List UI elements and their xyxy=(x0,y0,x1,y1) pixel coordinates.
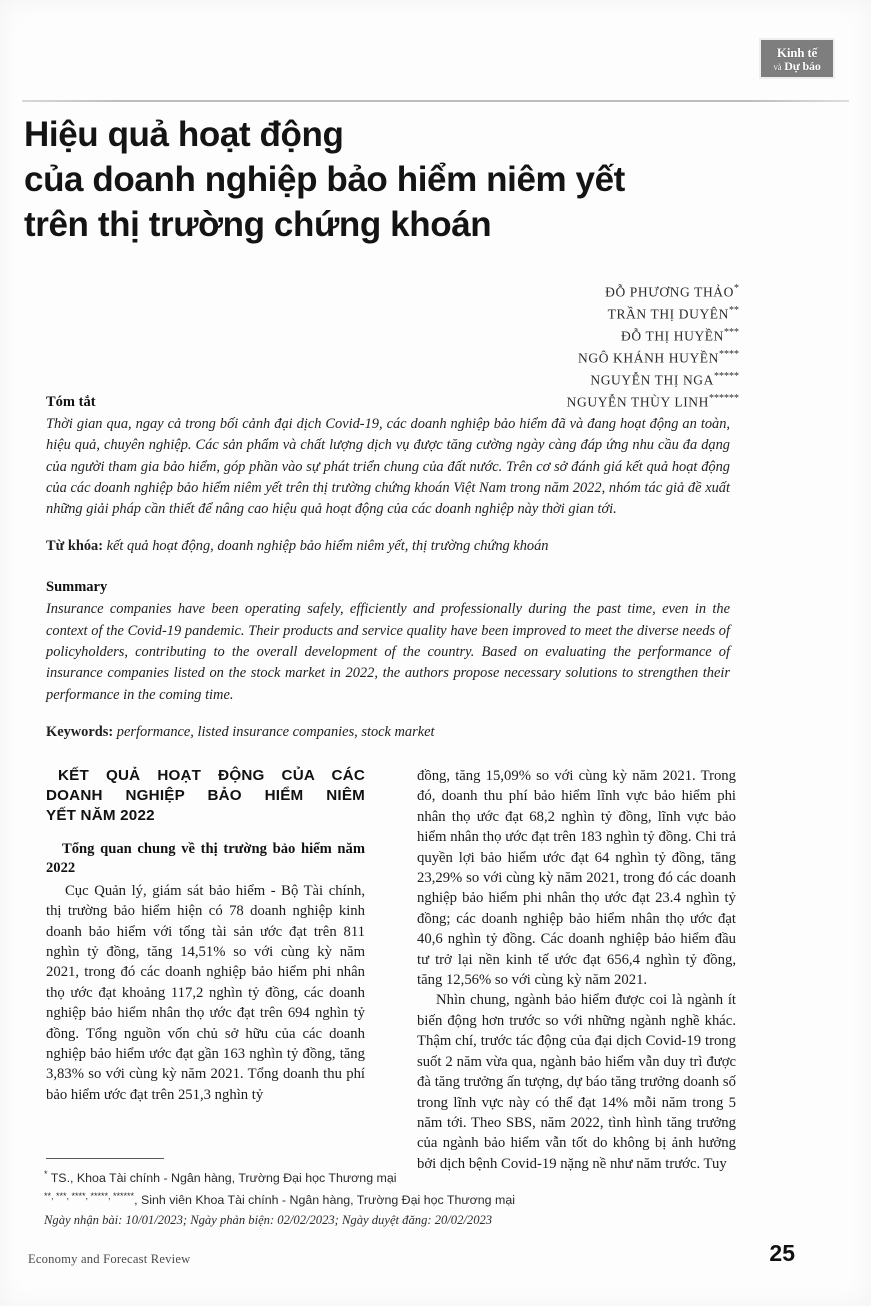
page-number: 25 xyxy=(769,1240,795,1266)
abstract-vi-body: Thời gian qua, ngay cả trong bối cảnh đại dịch Covid-19, các doanh nghiệp bảo hiểm đã và đang hoạt động an toàn, hiệu quả, chuyên nghiệp. Các sản phẩm và chất lượng dịch vụ được tăng cường ngày càng đáp ứng nhu cầu đa dạng của người tham gia bảo hiểm, góp phần vào sự phát triển chung của đất nước. Trên cơ sở đánh giá kết quả hoạt động của các doanh nghiệp bảo hiểm niêm yết trên thị trường chứng khoán Việt Nam trong năm 2022, nhóm tác giả đề xuất những giải pháp cần thiết để nâng cao hiệu quả hoạt động của các doanh nghiệp này thời gian tới. xyxy=(46,416,730,518)
abstract-vi-heading: Tóm tắt xyxy=(46,394,96,410)
author-footnote-mark: ** xyxy=(729,304,739,316)
paragraph-left-1: Cục Quản lý, giám sát bảo hiểm - Bộ Tài chính, thị trường bảo hiểm hiện có 78 doanh nghiệp kinh doanh bảo hiểm với tổng tài sản ước đạt trên 811 nghìn tỷ đồng, tăng 14,51% so với cùng kỳ năm 2021, trong đó các doanh nghiệp bảo hiểm phi nhân thọ ước đạt khoảng 117,2 nghìn tỷ đồng, các doanh nghiệp bảo hiểm nhân thọ ước đạt trên 694 nghìn tỷ đồng. Tổng nguồn vốn chủ sở hữu của các doanh nghiệp bảo hiểm ước đạt gần 163 nghìn tỷ đồng, tăng 3,83% so với cùng kỳ năm 2021. Tổng doanh thu phí bảo hiểm ước đạt trên 251,3 nghìn tỷ xyxy=(46,882,365,1103)
author-item xyxy=(319,280,739,302)
article-title xyxy=(24,112,744,247)
author-name: NGUYỄN THỊ NGA xyxy=(590,372,714,388)
keywords-vi-label: Từ khóa: xyxy=(46,538,104,555)
author-name: NGÔ KHÁNH HUYỀN xyxy=(578,350,719,366)
author-footnote-mark: *** xyxy=(724,326,739,338)
header-divider xyxy=(22,100,849,102)
abstract-en-heading: Summary xyxy=(46,579,108,596)
subsection-heading: Tổng quan chung về thị trường bảo hiểm năm 2022 xyxy=(46,840,365,877)
author-name: TRẦN THỊ DUYÊN xyxy=(607,306,729,322)
title-line-2: của doanh nghiệp bảo hiểm niêm yết xyxy=(24,160,625,199)
author-footnote-mark: * xyxy=(734,283,739,294)
author-name: NGUYỄN THÙY LINH xyxy=(566,394,709,410)
journal-logo-badge xyxy=(759,38,835,79)
section-heading xyxy=(46,766,365,827)
author-item xyxy=(319,346,739,368)
author-footnote-mark: ***** xyxy=(714,370,739,382)
body-columns xyxy=(46,766,736,1174)
abstract-en-body: Insurance companies have been operating safely, efficiently and professionally during the past time, even in the context of the Covid-19 pandemic. Their products and service quality have been improved to meet the diverse needs of policyholders, contributing to the overall development of the country. Based on evaluating the performance of insurance companies listed on the stock market in 2022, the authors propose necessary solutions to strengthen their performance in the coming time. xyxy=(46,601,730,703)
column-right xyxy=(417,766,736,1174)
title-line-1: Hiệu quả hoạt động xyxy=(24,115,344,154)
journal-logo-line2 xyxy=(773,60,820,72)
keywords-en-label: Keywords: xyxy=(46,723,114,740)
column-left xyxy=(46,766,365,1174)
keywords-vi xyxy=(46,536,730,557)
paragraph-right-1: đồng, tăng 15,09% so với cùng kỳ năm 2021. Trong đó, doanh thu phí bảo hiểm lĩnh vực bảo hiểm phi nhân thọ ước đạt 68,2 nghìn tỷ đồng, lĩnh vực bảo hiểm nhân thọ ước đạt trên 183 nghìn tỷ đồng. Chi trả quyền lợi bảo hiểm ước đạt 64 nghìn tỷ đồng, tăng 23,29% so với cùng kỳ năm 2021, trong đó các doanh nghiệp bảo hiểm phi nhân thọ ước đạt 23.4 nghìn tỷ đồng; các doanh nghiệp bảo hiểm nhân thọ ước đạt 40,6 nghìn tỷ đồng. Các doanh nghiệp bảo hiểm đầu tư trở lại nền kinh tế ước đạt 656,4 nghìn tỷ đồng, tăng 12,56% so với cùng kỳ năm 2021. xyxy=(417,768,736,989)
footnote-section xyxy=(44,1166,744,1229)
section-heading-line-3: YẾT NĂM 2022 xyxy=(46,807,155,825)
keywords-en-value: performance, listed insurance companies, stock market xyxy=(116,723,435,740)
footnote-2-mark: **, ***, ****, *****, ****** xyxy=(44,1190,135,1201)
journal-logo-line2-main: Dự báo xyxy=(784,58,821,73)
footnote-divider xyxy=(46,1158,164,1159)
journal-logo-line1: Kinh tế xyxy=(776,44,818,60)
author-name: ĐỖ THỊ HUYỀN xyxy=(621,328,724,344)
author-item xyxy=(319,302,739,324)
submission-dates: Ngày nhận bài: 10/01/2023; Ngày phản biện: 02/02/2023; Ngày duyệt đăng: 20/02/2023 xyxy=(44,1213,493,1228)
footer-journal-name: Economy and Forecast Review xyxy=(28,1252,191,1266)
journal-logo-line2-small: và xyxy=(773,61,782,72)
keywords-vi-value: kết quả hoạt động, doanh nghiệp bảo hiểm niêm yết, thị trường chứng khoán xyxy=(106,538,549,555)
section-heading-line-1: KẾT QUẢ HOẠT ĐỘNG CỦA CÁC xyxy=(58,767,365,784)
footnote-1-text: TS., Khoa Tài chính - Ngân hàng, Trường Đại học Thương mại xyxy=(47,1171,397,1186)
spacer xyxy=(46,557,730,577)
keywords-en xyxy=(46,722,730,743)
footnote-1-mark: * xyxy=(44,1169,48,1179)
author-item xyxy=(319,324,739,346)
footnote-2-text: , Sinh viên Khoa Tài chính - Ngân hàng, Trường Đại học Thương mại xyxy=(134,1192,515,1207)
footnote-2 xyxy=(44,1188,744,1210)
paragraph-right-2: Nhìn chung, ngành bảo hiểm được coi là ngành ít biến động hơn trước so với những ngành nghề khác. Thậm chí, trước tác động của đại dịch Covid-19 trong suốt 2 năm vừa qua, ngành bảo hiểm vẫn duy trì được đà tăng trưởng ấn tượng, dự báo tăng trưởng doanh số trong lĩnh vực này có thể đạt 14% mỗi năm trong 5 năm tới. Theo SBS, năm 2022, tình hình tăng trưởng của ngành bảo hiểm vẫn tốt do không bị ảnh hưởng bởi dịch bệnh Covid-19 nặng nề như năm trước. Tuy xyxy=(417,992,736,1172)
author-name: ĐỖ PHƯƠNG THẢO xyxy=(605,284,734,300)
abstract-section xyxy=(46,392,730,743)
section-heading-line-2: DOANH NGHIỆP BẢO HIỂM NIÊM xyxy=(46,787,365,805)
title-line-3: trên thị trường chứng khoán xyxy=(24,205,492,244)
author-footnote-mark: ****** xyxy=(709,392,739,404)
author-footnote-mark: **** xyxy=(719,348,739,360)
footnote-1 xyxy=(44,1166,744,1188)
author-item xyxy=(319,368,739,390)
